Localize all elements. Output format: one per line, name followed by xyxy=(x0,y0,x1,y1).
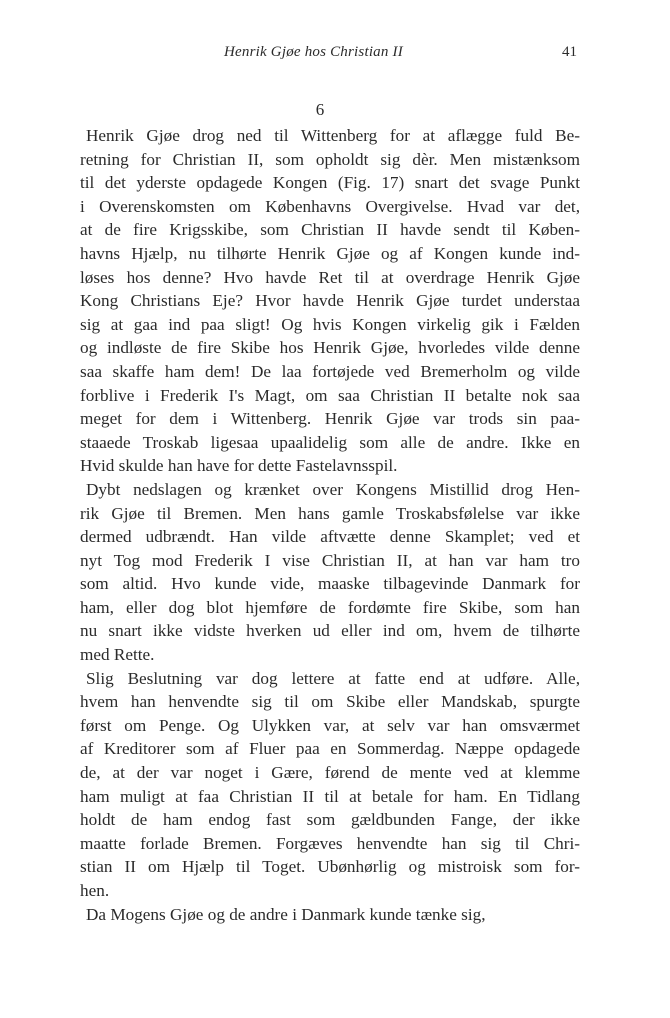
text-line: nu snart ikke vidste hverken ud eller ind om, hvem de tilhørte xyxy=(80,621,580,641)
text-line: og indløste de fire Skibe hos Henrik Gjøe, hvorledes vilde denne xyxy=(80,338,580,358)
text-line: sig at gaa ind paa sligt! Og hvis Kongen virkelig gik i Fælden xyxy=(80,314,580,334)
paragraph xyxy=(80,903,580,927)
running-title: Henrik Gjøe hos Christian II xyxy=(224,44,403,60)
text-line: løses hos denne? Hvo havde Ret til at overdrage Henrik Gjøe xyxy=(80,267,580,287)
text-line: retning for Christian II, som opholdt sig dèr. Men mistænksom xyxy=(80,149,580,169)
text-line: Henrik Gjøe drog ned til Wittenberg for at aflægge fuld Be- xyxy=(86,126,580,145)
text-line: til det yderste opdagede Kongen (Fig. 17) snart det svage Punkt xyxy=(80,173,580,193)
paragraph xyxy=(80,667,580,903)
text-line: hen. xyxy=(80,881,110,900)
paragraph xyxy=(80,478,580,667)
text-line: Slig Beslutning var dog lettere at fatte end at udføre. Alle, xyxy=(86,668,580,688)
paragraph xyxy=(80,124,580,478)
text-line: havns Hjælp, nu tilhørte Henrik Gjøe og af Kongen kunde ind- xyxy=(80,243,580,263)
text-line: rik Gjøe til Bremen. Men hans gamle Troskabsfølelse var ikke xyxy=(80,503,580,523)
running-head xyxy=(0,44,670,66)
text-line: som altid. Hvo kunde vide, maaske tilbagevinde Danmark for xyxy=(80,574,580,594)
text-line: stian II om Hjælp til Toget. Ubønhørlig og mistroisk som for- xyxy=(80,857,580,877)
text-line: at de fire Krigsskibe, som Christian II havde sendt til Køben- xyxy=(80,220,580,240)
text-line: i Overenskomsten om Københavns Overgivelse. Hvad var det, xyxy=(80,196,580,216)
text-line: nyt Tog mod Frederik I vise Christian II, at han var ham tro xyxy=(80,550,580,570)
page-number: 41 xyxy=(562,44,577,60)
text-line: af Kreditorer som af Fluer paa en Sommerdag. Næppe opdagede xyxy=(80,739,580,759)
text-line: holdt de ham endog fast som gældbunden Fange, der ikke xyxy=(80,810,580,830)
text-line: Da Mogens Gjøe og de andre i Danmark kunde tænke sig, xyxy=(86,904,486,924)
text-line: dermed udbrændt. Han vilde aftvætte denne Skamplet; ved et xyxy=(80,527,580,547)
chapter-number: 6 xyxy=(315,100,325,119)
text-line: Hvid skulde han have for dette Fastelavnsspil. xyxy=(80,456,398,476)
text-line: ham muligt at faa Christian II til at betale for ham. En Tidlang xyxy=(80,786,580,806)
text-line: meget for dem i Wittenberg. Henrik Gjøe var trods sin paa- xyxy=(80,409,580,429)
text-line: Kong Christians Eje? Hvor havde Henrik Gjøe turdet understaa xyxy=(80,291,580,311)
text-line: først om Penge. Og Ulykken var, at selv var han omsværmet xyxy=(80,715,580,735)
text-line: ham, eller dog blot hjemføre de fordømte fire Skibe, som han xyxy=(80,597,580,617)
text-line: hvem han henvendte sig til om Skibe eller Mandskab, spurgte xyxy=(80,692,580,712)
text-line: staaede Troskab ligesaa upaalidelig som alle de andre. Ikke en xyxy=(80,432,580,452)
text-line: med Rette. xyxy=(80,645,155,665)
text-line: saa skaffe ham dem! De laa fortøjede ved Bremerholm og vilde xyxy=(80,361,580,381)
text-line: Dybt nedslagen og krænket over Kongens Mistillid drog Hen- xyxy=(86,479,580,499)
text-line: de, at der var noget i Gære, førend de mente ved at klemme xyxy=(80,763,580,783)
text-line: maatte forlade Bremen. Forgæves henvendte han sig til Chri- xyxy=(80,833,580,853)
body-text xyxy=(80,124,580,926)
text-line: forblive i Frederik I's Magt, om saa Christian II betalte nok saa xyxy=(80,385,580,405)
